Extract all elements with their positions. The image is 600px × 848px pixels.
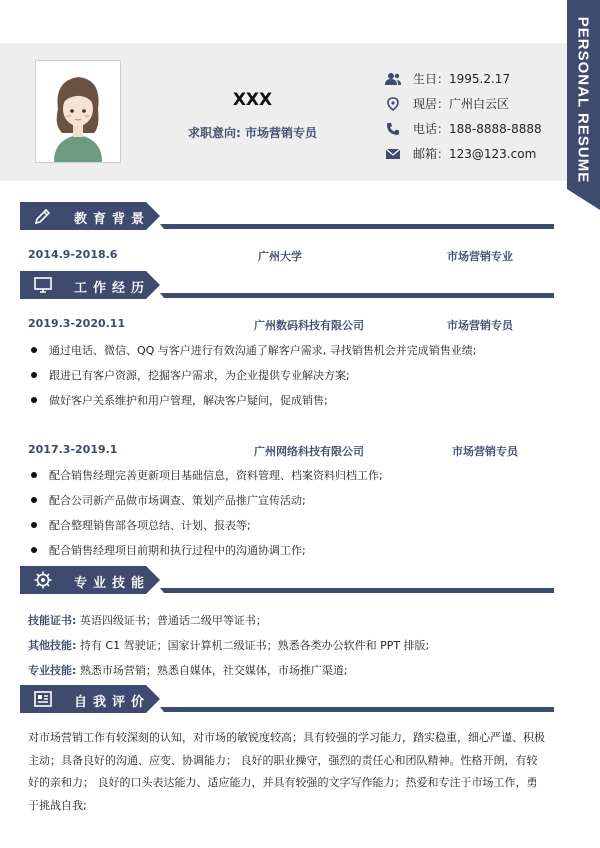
info-phone — [385, 120, 542, 137]
section-line-self — [160, 707, 554, 712]
self-eval-line: 主动；具备良好的沟通、应变、协调能力； 良好的职业操守，强烈的责任心和团队精神。性格开朗，有较 — [28, 753, 538, 767]
list-item-text: 配合销售经理完善更新项目基础信息，资料管理、档案资料归档工作; — [49, 469, 383, 482]
job-date: 2019.3-2020.11 — [28, 317, 126, 330]
section-title-work: 工作经历 — [74, 281, 151, 296]
education-date: 2014.9-2018.6 — [28, 248, 118, 261]
candidate-name: XXX — [232, 90, 273, 110]
section-line-work — [160, 293, 554, 298]
side-label: PERSONAL RESUME — [574, 16, 592, 184]
gear-icon — [33, 570, 53, 590]
document-icon — [33, 689, 53, 709]
skill-row — [28, 637, 429, 653]
monitor-icon — [33, 275, 53, 295]
info-phone-text: 电话：188-8888-8888 — [413, 122, 542, 136]
section-line-skills — [160, 588, 554, 593]
section-title-self: 自我评价 — [74, 695, 151, 710]
job-intent-label: 求职意向: — [187, 126, 241, 140]
skill-label: 其他技能: — [28, 639, 77, 652]
job-intent — [180, 124, 325, 141]
skill-text: 熟悉市场营销；熟悉自媒体，社交媒体，市场推广渠道; — [79, 664, 348, 677]
self-eval-line: 好的亲和力； 良好的口头表达能力、适应能力，并具有较强的文字写作能力；热爱和专注于市场工作，勇 — [28, 776, 538, 790]
profile-photo — [35, 60, 121, 163]
list-item-text: 做好客户关系维护和用户管理，解决客户疑问，促成销售; — [49, 394, 328, 407]
job-company: 广州网络科技有限公司 — [254, 445, 364, 458]
list-item-text: 跟进已有客户资源，挖掘客户需求，为企业提供专业解决方案; — [49, 369, 350, 382]
self-eval-line: 对市场营销工作有较深刻的认知，对市场的敏锐度较高；具有较强的学习能力，踏实稳重，细心严谨、积极 — [28, 731, 545, 744]
list-item-text: 配合销售经理项目前期和执行过程中的沟通协调工作; — [49, 544, 306, 557]
education-major: 市场营销专业 — [447, 250, 513, 263]
job-role: 市场营销专员 — [447, 319, 513, 332]
pencil-icon — [33, 206, 53, 226]
skill-label: 专业技能: — [28, 664, 77, 677]
list-item-text: 配合整理销售部各项总结、计划、报表等; — [49, 519, 251, 532]
info-email-text: 邮箱：123@123.com — [413, 147, 537, 161]
skill-row — [28, 612, 267, 628]
info-birth — [385, 70, 510, 87]
section-title-education: 教育背景 — [74, 212, 151, 227]
job-date: 2017.3-2019.1 — [28, 443, 118, 456]
phone-icon — [385, 122, 401, 136]
list-item-text: 通过电话、微信、QQ 与客户进行有效沟通了解客户需求, 寻找销售机会并完成销售业绩; — [49, 344, 477, 357]
users-icon — [385, 72, 401, 86]
self-eval-line: 于挑战自我; — [28, 798, 87, 812]
info-birth-text: 生日：1995.2.17 — [413, 72, 511, 86]
list-item-text: 配合公司新产品做市场调查、策划产品推广宣传活动; — [49, 494, 306, 507]
info-location-text: 现居：广州白云区 — [413, 97, 510, 111]
self-eval-text — [28, 727, 554, 817]
skill-label: 技能证书: — [28, 614, 77, 627]
info-location — [385, 95, 509, 112]
section-line-education — [160, 224, 554, 229]
job-role: 市场营销专员 — [452, 445, 518, 458]
section-title-skills: 专业技能 — [74, 576, 151, 591]
location-pin-icon — [385, 97, 401, 111]
skill-row — [28, 662, 348, 678]
job-intent-value: 市场营销专员 — [244, 126, 317, 140]
skill-text: 英语四级证书；普通话二级甲等证书； — [79, 614, 267, 627]
mail-icon — [385, 147, 401, 161]
info-email — [385, 145, 536, 162]
skill-text: 持有 C1 驾驶证；国家计算机二级证书；熟悉各类办公软件和 PPT 排版; — [79, 639, 430, 652]
education-school: 广州大学 — [258, 250, 302, 263]
job-company: 广州数码科技有限公司 — [254, 319, 364, 332]
